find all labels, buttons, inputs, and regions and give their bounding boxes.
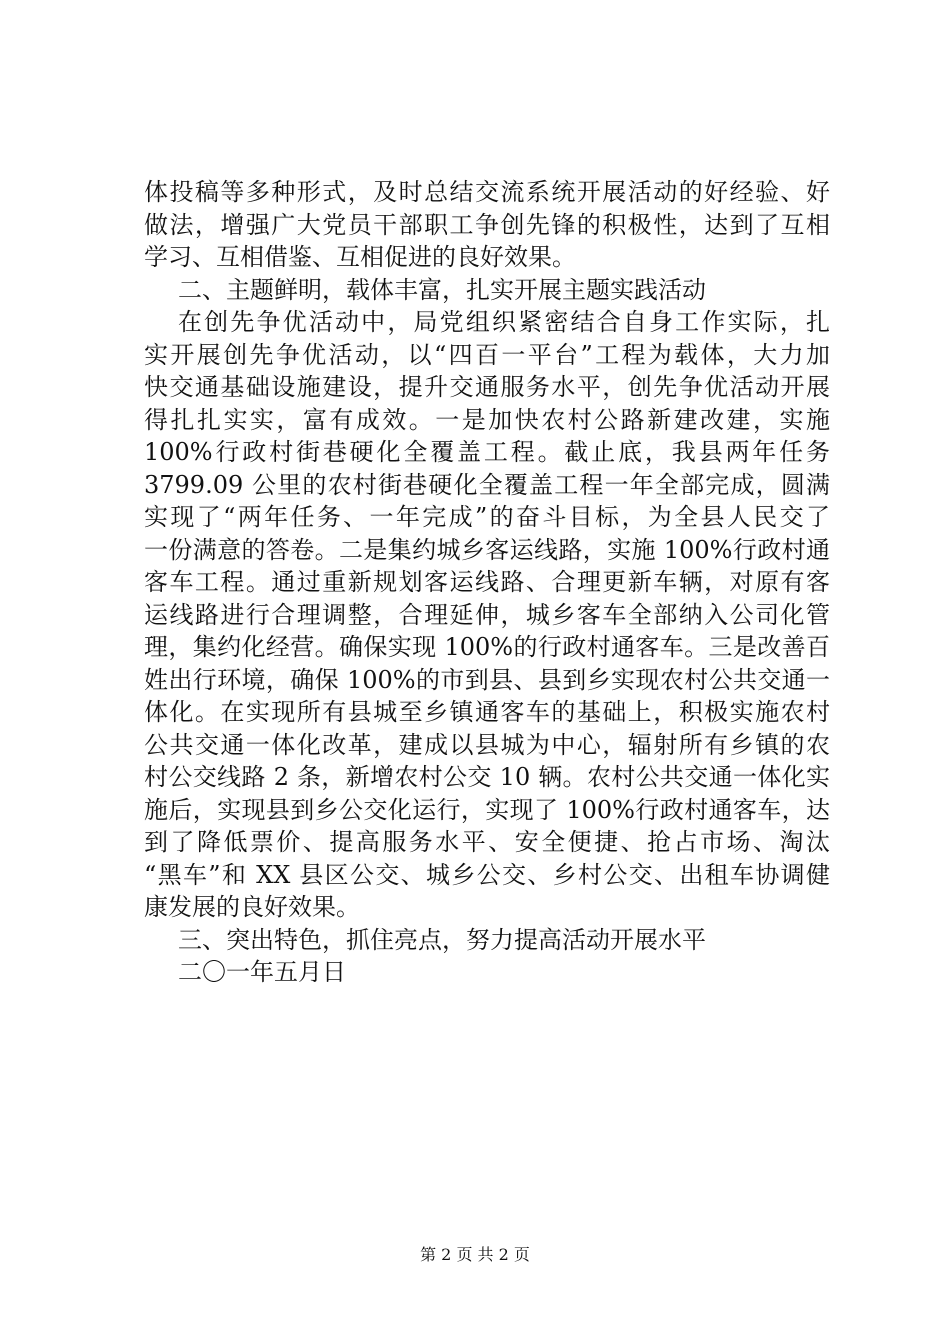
text-line: 一份满意的答卷。二是集约城乡客运线路，实施 100%行政村通 — [144, 535, 830, 564]
text-line: 得扎扎实实，富有成效。一是加快农村公路新建改建，实施 — [144, 405, 830, 434]
text-line: 体投稿等多种形式，及时总结交流系统开展活动的好经验、好 — [144, 178, 830, 206]
text-line: 三、突出特色，抓住亮点，努力提高活动开展水平 — [178, 925, 706, 954]
text-line: 100%行政村街巷硬化全覆盖工程。截止底，我县两年任务 — [144, 438, 830, 466]
text-line: 公共交通一体化改革，建成以县城为中心，辐射所有乡镇的农 — [144, 730, 830, 759]
text-line: 施后，实现县到乡公交化运行，实现了 100%行政村通客车，达 — [144, 795, 830, 824]
text-line: 实现了“两年任务、一年完成”的奋斗目标，为全县人民交了 — [144, 503, 830, 531]
text-line: 二〇一年五月日 — [178, 958, 346, 986]
text-line: 客车工程。通过重新规划客运线路、合理更新车辆，对原有客 — [144, 568, 830, 596]
text-line: 二、主题鲜明，载体丰富，扎实开展主题实践活动 — [178, 275, 706, 304]
text-line: 学习、互相借鉴、互相促进的良好效果。 — [144, 243, 576, 271]
text-line: 运线路进行合理调整，合理延伸，城乡客车全部纳入公司化管 — [144, 600, 830, 629]
text-line: 理，集约化经营。确保实现 100%的行政村通客车。三是改善百 — [144, 633, 830, 661]
text-line: 做法，增强广大党员干部职工争创先锋的积极性，达到了互相 — [144, 210, 830, 239]
text-line: 村公交线路 2 条，新增农村公交 10 辆。农村公共交通一体化实 — [144, 763, 830, 791]
text-line: 实开展创先争优活动，以“四百一平台”工程为载体，大力加 — [144, 340, 830, 369]
text-line: 体化。在实现所有县城至乡镇通客车的基础上，积极实施农村 — [144, 698, 830, 726]
text-line: 快交通基础设施建设，提升交通服务水平，创先争优活动开展 — [144, 373, 830, 401]
page-footer: 第 2 页 共 2 页 — [420, 1245, 530, 1264]
text-line: 3799.09 公里的农村街巷硬化全覆盖工程一年全部完成，圆满 — [144, 470, 830, 499]
text-line: 康发展的良好效果。 — [144, 893, 360, 921]
document-body — [144, 176, 830, 989]
text-line: 在创先争优活动中，局党组织紧密结合自身工作实际，扎 — [178, 308, 830, 336]
text-line: “黑车”和 XX 县区公交、城乡公交、乡村公交、出租车协调健 — [144, 860, 830, 889]
text-line: 姓出行环境，确保 100%的市到县、县到乡实现农村公共交通一 — [144, 665, 830, 694]
text-line: 到了降低票价、提高服务水平、安全便捷、抢占市场、淘汰 — [144, 828, 830, 856]
